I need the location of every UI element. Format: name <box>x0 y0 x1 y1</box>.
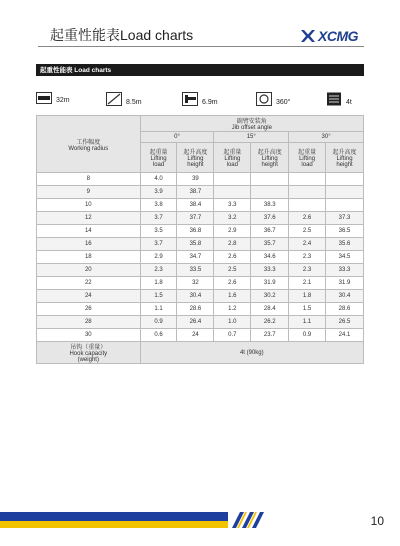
value-cell: 1.1 <box>289 316 326 329</box>
footer-stripe-bar <box>0 512 400 528</box>
jib-header-cn: 副臂安装角 <box>236 119 267 125</box>
value-cell: 36.5 <box>326 225 364 238</box>
load-col-header: 起重量 Lifting load <box>214 143 251 173</box>
value-cell: 28.6 <box>177 303 214 316</box>
value-cell: 31.9 <box>326 277 364 290</box>
table-row <box>37 225 364 238</box>
value-cell: 32 <box>177 277 214 290</box>
value-cell: 1.8 <box>289 290 326 303</box>
hook-capacity-value: 4t (90kg) <box>140 342 363 364</box>
jib-angle-header-cell <box>140 116 363 132</box>
page-header-title: 起重性能表Load charts <box>50 27 194 43</box>
value-cell: 34.7 <box>177 251 214 264</box>
radius-cell: 26 <box>37 303 141 316</box>
spec-jib-length <box>106 92 142 106</box>
value-cell: 2.9 <box>140 251 177 264</box>
value-cell: 38.3 <box>251 199 289 212</box>
value-cell: 1.0 <box>214 316 251 329</box>
radius-cell: 14 <box>37 225 141 238</box>
spec-counterweight <box>182 92 218 106</box>
radius-header-cn: 工作幅度 <box>76 139 101 146</box>
radius-header-en: Working radius <box>68 145 109 152</box>
spec-hook-block <box>326 92 352 106</box>
spec-boom-length <box>36 92 70 104</box>
value-cell <box>289 173 326 186</box>
radius-cell: 20 <box>37 264 141 277</box>
height-col-header: 起升高度 Lifting height <box>177 143 214 173</box>
value-cell: 3.7 <box>140 212 177 225</box>
slewing-icon <box>256 92 272 106</box>
value-cell: 0.7 <box>214 329 251 342</box>
value-cell <box>289 199 326 212</box>
value-cell: 24 <box>177 329 214 342</box>
table-row <box>37 199 364 212</box>
radius-cell: 24 <box>37 290 141 303</box>
value-cell: 3.8 <box>140 199 177 212</box>
value-cell <box>214 173 251 186</box>
value-cell: 35.6 <box>326 238 364 251</box>
table-row <box>37 264 364 277</box>
table-row <box>37 186 364 199</box>
value-cell <box>326 173 364 186</box>
value-cell: 2.6 <box>289 212 326 225</box>
spec-row <box>36 92 364 108</box>
table-row <box>37 316 364 329</box>
value-cell: 28.4 <box>251 303 289 316</box>
radius-cell: 16 <box>37 238 141 251</box>
value-cell: 1.2 <box>214 303 251 316</box>
spec-value: 360° <box>276 99 291 106</box>
value-cell: 0.6 <box>140 329 177 342</box>
value-cell: 37.6 <box>251 212 289 225</box>
value-cell: 36.7 <box>251 225 289 238</box>
value-cell: 35.7 <box>251 238 289 251</box>
value-cell: 23.7 <box>251 329 289 342</box>
value-cell: 1.1 <box>140 303 177 316</box>
value-cell: 2.6 <box>214 277 251 290</box>
value-cell <box>214 186 251 199</box>
value-cell: 0.9 <box>289 329 326 342</box>
table-row <box>37 303 364 316</box>
value-cell: 2.5 <box>289 225 326 238</box>
value-cell: 34.6 <box>251 251 289 264</box>
table-row <box>37 329 364 342</box>
value-cell <box>289 186 326 199</box>
hook-block-icon <box>326 92 342 106</box>
value-cell: 0.9 <box>140 316 177 329</box>
value-cell: 3.5 <box>140 225 177 238</box>
value-cell: 3.2 <box>214 212 251 225</box>
value-cell: 38.7 <box>177 186 214 199</box>
value-cell <box>251 186 289 199</box>
value-cell: 34.5 <box>326 251 364 264</box>
table-row <box>37 238 364 251</box>
spec-value: 8.5m <box>126 99 142 106</box>
angle-header: 30° <box>289 132 364 143</box>
value-cell: 3.3 <box>214 199 251 212</box>
counterweight-icon <box>182 92 198 106</box>
radius-cell: 9 <box>37 186 141 199</box>
value-cell: 26.2 <box>251 316 289 329</box>
value-cell: 2.9 <box>214 225 251 238</box>
value-cell: 30.4 <box>326 290 364 303</box>
radius-cell: 18 <box>37 251 141 264</box>
value-cell: 36.8 <box>177 225 214 238</box>
logo-mark-icon <box>300 29 316 43</box>
value-cell: 2.5 <box>214 264 251 277</box>
value-cell: 3.7 <box>140 238 177 251</box>
angle-header: 15° <box>214 132 289 143</box>
height-col-header: 起升高度 Lifting height <box>251 143 289 173</box>
value-cell: 2.8 <box>214 238 251 251</box>
angle-header: 0° <box>140 132 214 143</box>
value-cell <box>326 199 364 212</box>
table-row <box>37 277 364 290</box>
value-cell: 24.1 <box>326 329 364 342</box>
value-cell: 39 <box>177 173 214 186</box>
hook-capacity-label: 吊钩（重量） Hook capacity (weight) <box>37 342 141 364</box>
value-cell: 35.8 <box>177 238 214 251</box>
radius-cell: 12 <box>37 212 141 225</box>
radius-cell: 22 <box>37 277 141 290</box>
header-divider <box>38 46 364 47</box>
value-cell: 26.4 <box>177 316 214 329</box>
value-cell: 1.8 <box>140 277 177 290</box>
value-cell: 2.3 <box>140 264 177 277</box>
value-cell: 33.3 <box>251 264 289 277</box>
section-title: 起重性能表 Load charts <box>40 67 112 74</box>
value-cell: 1.5 <box>289 303 326 316</box>
load-chart-table <box>36 115 364 364</box>
value-cell: 33.5 <box>177 264 214 277</box>
value-cell: 1.6 <box>214 290 251 303</box>
value-cell: 2.3 <box>289 264 326 277</box>
value-cell: 30.2 <box>251 290 289 303</box>
table-body <box>37 173 364 342</box>
value-cell: 38.4 <box>177 199 214 212</box>
jib-length-icon <box>106 92 122 106</box>
value-cell: 2.6 <box>214 251 251 264</box>
radius-header-cell <box>37 116 141 173</box>
value-cell: 31.9 <box>251 277 289 290</box>
jib-header-en: Jib offset angle <box>231 125 272 131</box>
value-cell: 1.5 <box>140 290 177 303</box>
height-col-header: 起升高度 Lifting height <box>326 143 364 173</box>
value-cell <box>326 186 364 199</box>
table-row <box>37 173 364 186</box>
value-cell: 2.3 <box>289 251 326 264</box>
boom-length-icon <box>36 92 52 104</box>
load-col-header: 起重量 Lifting load <box>289 143 326 173</box>
table-row <box>37 251 364 264</box>
value-cell: 2.4 <box>289 238 326 251</box>
radius-cell: 8 <box>37 173 141 186</box>
value-cell: 33.3 <box>326 264 364 277</box>
value-cell: 26.5 <box>326 316 364 329</box>
value-cell <box>251 173 289 186</box>
spec-slewing <box>256 92 290 106</box>
logo-text: XCMG <box>318 28 358 44</box>
value-cell: 3.9 <box>140 186 177 199</box>
value-cell: 30.4 <box>177 290 214 303</box>
table-row <box>37 212 364 225</box>
value-cell: 4.0 <box>140 173 177 186</box>
table-row <box>37 290 364 303</box>
spec-value: 6.9m <box>202 99 218 106</box>
spec-value: 32m <box>56 97 70 104</box>
spec-value: 4t <box>346 99 352 106</box>
radius-cell: 28 <box>37 316 141 329</box>
value-cell: 37.7 <box>177 212 214 225</box>
value-cell: 28.6 <box>326 303 364 316</box>
brand-logo <box>300 28 358 44</box>
radius-cell: 10 <box>37 199 141 212</box>
page-number: 10 <box>370 514 384 528</box>
value-cell: 37.3 <box>326 212 364 225</box>
radius-cell: 30 <box>37 329 141 342</box>
load-col-header: 起重量 Lifting load <box>140 143 177 173</box>
value-cell: 2.1 <box>289 277 326 290</box>
